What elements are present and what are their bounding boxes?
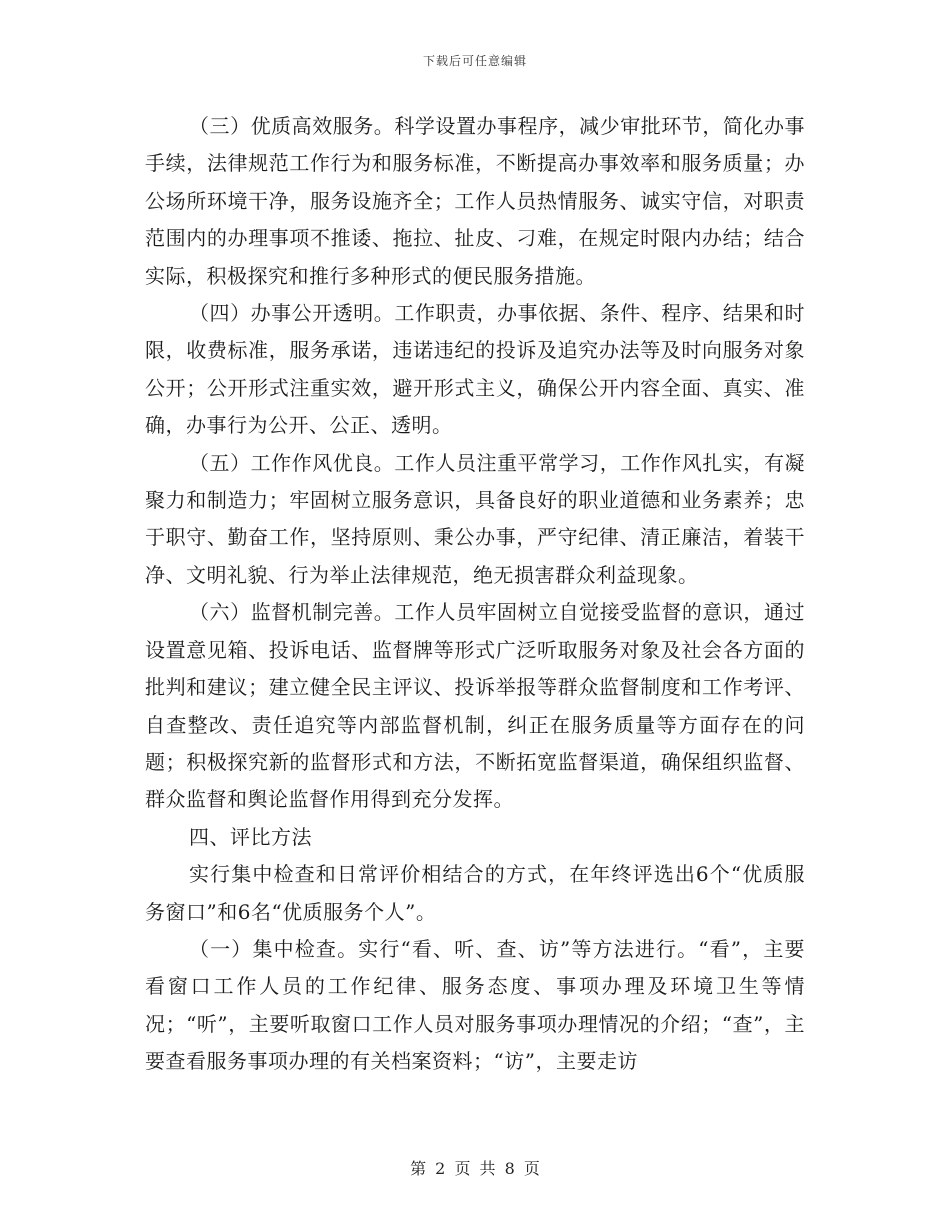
document-body (145, 108, 805, 1081)
page-number: 第 2 页 共 8 页 (410, 1159, 540, 1178)
paragraph-centralized-inspection: （一）集中检查。实行“看、听、查、访”等方法进行。“看”，主要看窗口工作人员的工作纪律、服务态度、事项办理及环境卫生等情况；“听”，主要听取窗口工作人员对服务事项办理情况的介绍；“查”，主要查看服务事项办理的有关档案资料；“访”，主要走访 (145, 936, 805, 1074)
paragraph-evaluation-overview: 实行集中检查和日常评价相结合的方式，在年终评选出6个“优质服务窗口”和6名“优质服务个人”。 (145, 862, 805, 924)
paragraph-work-style: （五）工作作风优良。工作人员注重平常学习，工作作风扎实，有凝聚力和制造力；牢固树立服务意识，具备良好的职业道德和业务素养；忠于职守、勤奋工作，坚持原则、秉公办事，严守纪律、清正廉洁，着装干净、文明礼貌、行为举止法律规范，绝无损害群众利益现象。 (145, 450, 805, 587)
paragraph-service-quality: （三）优质高效服务。科学设置办事程序，减少审批环节，简化办事手续，法律规范工作行为和服务标准，不断提高办事效率和服务质量；办公场所环境干净，服务设施齐全；工作人员热情服务、诚实守信，对职责范围内的办理事项不推诿、拖拉、扯皮、刁难，在规定时限内办结；结合实际，积极探究和推行多种形式的便民服务措施。 (145, 114, 805, 288)
paragraph-supervision: （六）监督机制完善。工作人员牢固树立自觉接受监督的意识，通过设置意见箱、投诉电话、监督牌等形式广泛听取服务对象及社会各方面的批判和建议；建立健全民主评议、投诉举报等群众监督制度和工作考评、自查整改、责任追究等内部监督机制，纠正在服务质量等方面存在的问题；积极探究新的监督形式和方法，不断拓宽监督渠道，确保组织监督、群众监督和舆论监督作用得到充分发挥。 (145, 600, 805, 812)
page-header-note: 下载后可任意编辑 (422, 54, 527, 68)
section-heading-evaluation-method: 四、评比方法 (189, 824, 312, 849)
paragraph-transparency: （四）办事公开透明。工作职责，办事依据、条件、程序、结果和时限，收费标准，服务承诺，违诺违纪的投诉及追究办法等及时向服务对象公开；公开形式注重实效，避开形式主义，确保公开内容全面、真实、准确，办事行为公开、公正、透明。 (145, 301, 805, 438)
